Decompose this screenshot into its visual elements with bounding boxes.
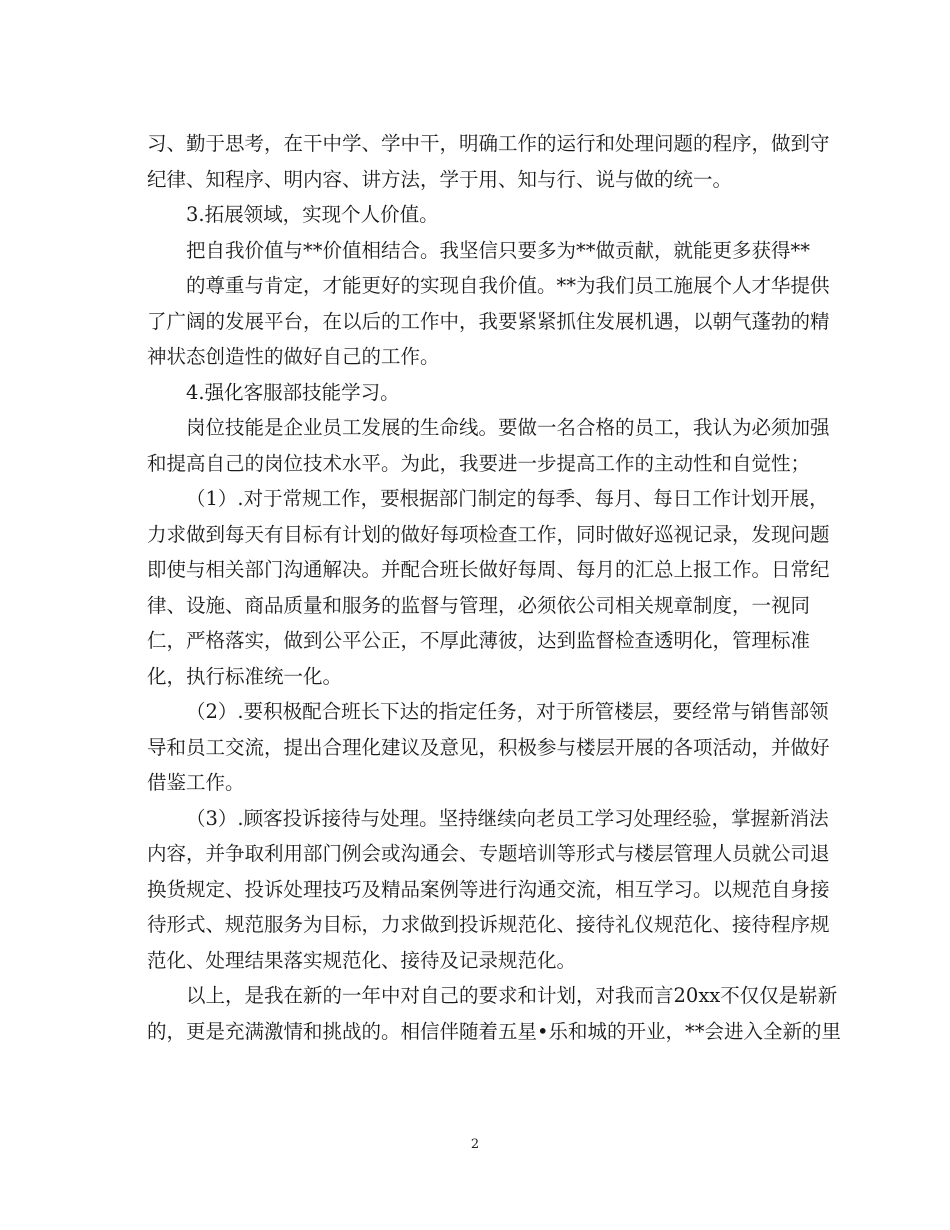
- text-line: 把自我价值与**价值相结合。我坚信只要多为**做贡献，就能更多获得**: [186, 238, 811, 262]
- text-line: 换货规定、投诉处理技巧及精品案例等进行沟通交流，相互学习。以规范自身接: [147, 877, 830, 901]
- text-line: 内容，并争取利用部门例会或沟通会、专题培训等形式与楼层管理人员就公司退: [147, 842, 830, 865]
- text-line: 了广阔的发展平台，在以后的工作中，我要紧紧抓住发展机遇，以朝气蓬勃的精: [147, 309, 830, 333]
- text-line: 的尊重与肯定，才能更好的实现自我价值。**为我们员工施展个人才华提供: [186, 274, 830, 297]
- text-line: 的，更是充满激情和挑战的。相信伴随着五星•乐和城的开业，**会进入全新的里: [147, 1019, 842, 1043]
- page-number: 2: [470, 1137, 480, 1152]
- text-line: 习、勤于思考，在干中学、学中干，明确工作的运行和处理问题的程序，做到守: [147, 132, 830, 155]
- text-line: 导和员工交流，提出合理化建议及意见，积极参与楼层开展的各项活动，并做好: [147, 735, 830, 759]
- text-line: （3）.顾客投诉接待与处理。坚持继续向老员工学习处理经验，掌握新消法: [186, 806, 829, 830]
- text-line: 仁，严格落实，做到公平公正，不厚此薄彼，达到监督检查透明化，管理标准: [147, 629, 811, 652]
- text-line: 岗位技能是企业员工发展的生命线。要做一名合格的员工，我认为必须加强: [186, 416, 830, 439]
- text-line: 力求做到每天有目标有计划的做好每项检查工作，同时做好巡视记录，发现问题: [147, 522, 830, 546]
- text-line: 和提高自己的岗位技术水平。为此，我要进一步提高工作的主动性和自觉性；: [147, 451, 811, 475]
- document-body: [147, 126, 842, 1049]
- text-line: （1）.对于常规工作，要根据部门制定的每季、每月、每日工作计划开展，: [186, 487, 829, 510]
- body-text: [147, 126, 842, 1049]
- text-line: 3.拓展领域，实现个人价值。: [186, 203, 439, 226]
- text-line: 以上，是我在新的一年中对自己的要求和计划，对我而言20xx不仅仅是崭新: [186, 984, 838, 1007]
- text-line: 化，执行标准统一化。: [147, 664, 343, 688]
- text-line: 纪律、知程序、明内容、讲方法，学于用、知与行、说与做的统一。: [147, 167, 733, 191]
- text-line: 即使与相关部门沟通解决。并配合班长做好每周、每月的汇总上报工作。日常纪: [147, 558, 830, 581]
- text-line: 律、设施、商品质量和服务的监督与管理，必须依公司相关规章制度，一视同: [147, 593, 811, 617]
- text-line: 4.强化客服部技能学习。: [186, 380, 400, 404]
- text-line: （2）.要积极配合班长下达的指定任务，对于所管楼层，要经常与销售部领: [186, 700, 829, 723]
- text-line: 待形式、规范服务为目标，力求做到投诉规范化、接待礼仪规范化、接待程序规: [147, 913, 830, 936]
- text-line: 神状态创造性的做好自己的工作。: [147, 345, 440, 368]
- text-line: 借鉴工作。: [147, 771, 245, 794]
- text-line: 范化、处理结果落实规范化、接待及记录规范化。: [147, 948, 577, 972]
